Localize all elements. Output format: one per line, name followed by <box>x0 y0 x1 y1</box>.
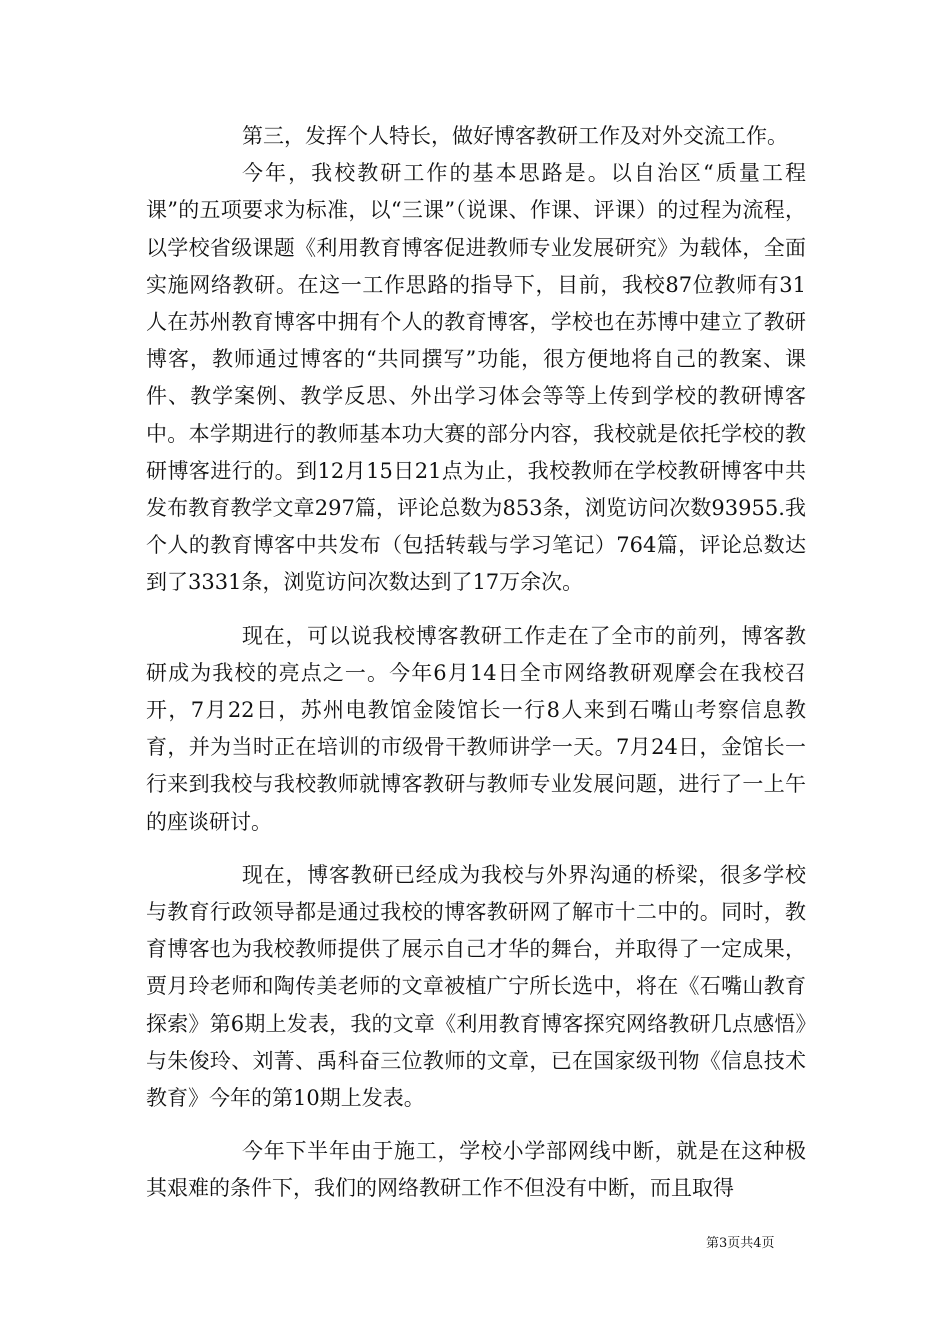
document-body <box>146 118 806 1208</box>
paragraph-gap <box>146 841 806 857</box>
paragraph-gap <box>146 1117 806 1133</box>
paragraph-research-approach: 今年，我校教研工作的基本思路是。以自治区“质量工程课”的五项要求为标准，以“三课”（说课、作课、评课）的过程为流程，以学校省级课题《利用教育博客促进教师专业发展研究》为载体，全面实施网络教研。在这一工作思路的指导下，目前，我校87位教师有31人在苏州教育博客中拥有个人的教育博客，学校也在苏博中建立了教研博客，教师通过博客的“共同撰写”功能，很方便地将自己的教案、课件、教学案例、教学反思、外出学习体会等等上传到学校的教研博客中。本学期进行的教师基本功大赛的部分内容，我校就是依托学校的教研博客进行的。到12月15日21点为止，我校教师在学校教研博客中共发布教育教学文章297篇，评论总数为853条，浏览访问次数93955.我个人的教育博客中共发布（包括转载与学习笔记）764篇，评论总数达到了3331条，浏览访问次数达到了17万余次。 <box>146 161 806 595</box>
paragraph-third-point: 第三，发挥个人特长，做好博客教研工作及对外交流工作。 <box>242 124 788 148</box>
paragraph-city-leading: 现在，可以说我校博客教研工作走在了全市的前列，博客教研成为我校的亮点之一。今年6月14日全市网络教研观摩会在我校召开，7月22日，苏州电教馆金陵馆长一行8人来到石嘴山考察信息教育，并为当时正在培训的市级骨干教师讲学一天。7月24日，金馆长一行来到我校与我校教师就博客教研与教师专业发展问题，进行了一上午的座谈研讨。 <box>146 623 806 834</box>
paragraph-bridge: 现在，博客教研已经成为我校与外界沟通的桥梁，很多学校与教育行政领导都是通过我校的博客教研网了解市十二中的。同时，教育博客也为我校教师提供了展示自己才华的舞台，并取得了一定成果，贾月玲老师和陶传美老师的文章被植广宁所长选中，将在《石嘴山教育探索》第6期上发表，我的文章《利用教育博客探究网络教研几点感悟》与朱俊玲、刘菁、禹科奋三位教师的文章，已在国家级刊物《信息技术教育》今年的第10期上发表。 <box>146 862 806 1111</box>
paragraph-construction: 今年下半年由于施工，学校小学部网线中断，就是在这种极其艰难的条件下，我们的网络教研工作不但没有中断，而且取得 <box>146 1139 806 1201</box>
page-number-footer: 第3页共4页 <box>706 1236 775 1251</box>
paragraph-gap <box>146 602 806 618</box>
